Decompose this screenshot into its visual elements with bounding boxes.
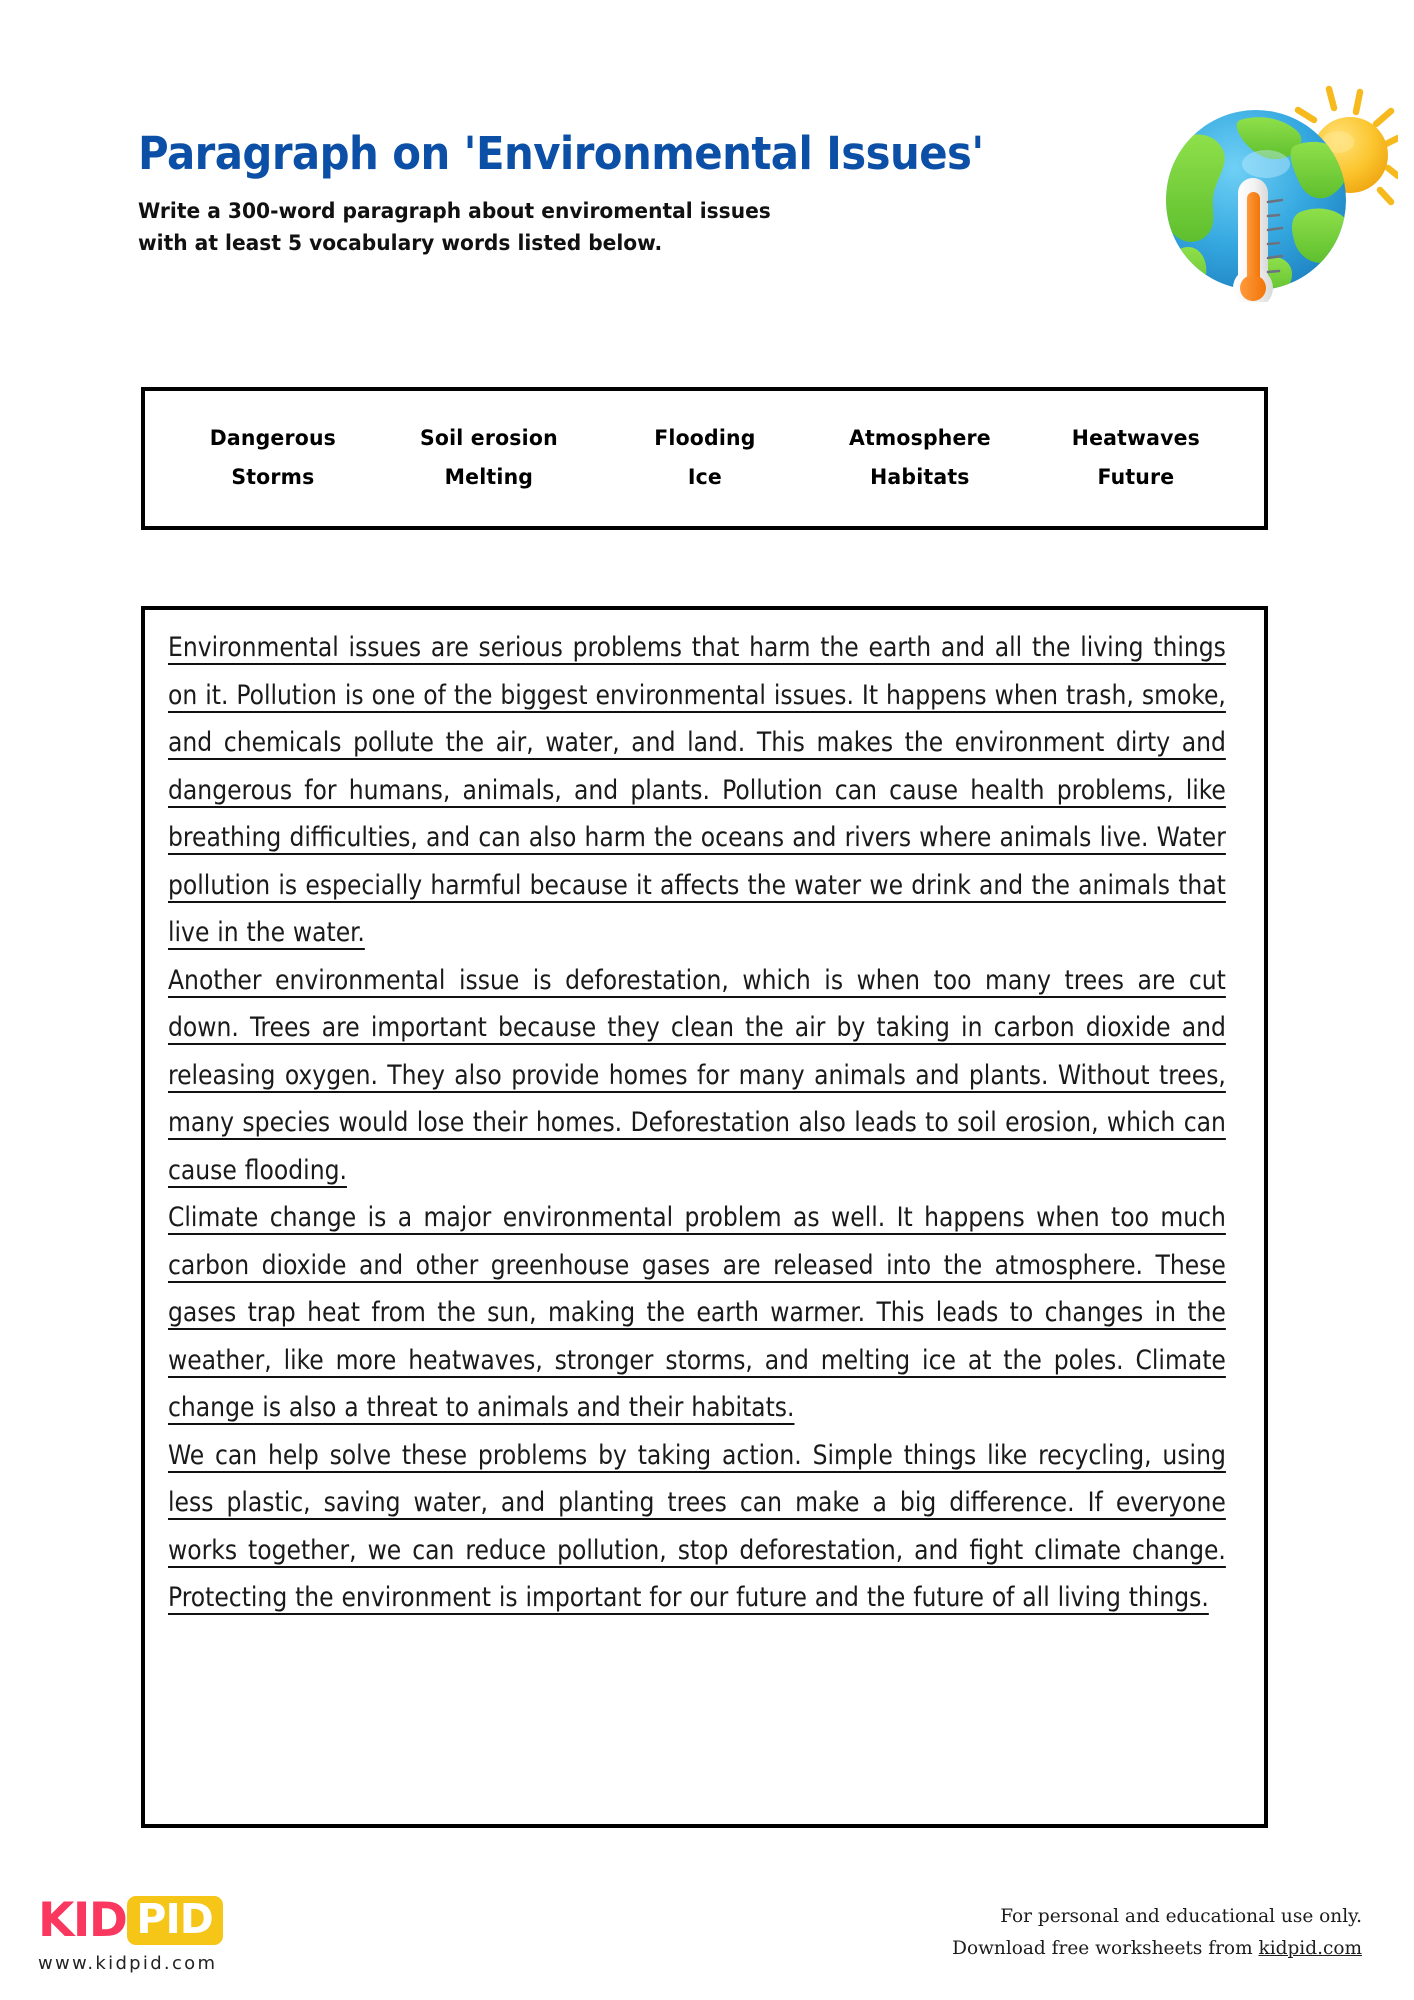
logo-wordmark: [38, 1893, 308, 1947]
answer-paragraph: Another environmental issue is deforestation, which is when too many trees are cut down. Trees are important because they clean the air by taking in carbon dioxide and releasing oxygen. They also provide homes for many animals and plants. Without trees, many species would lose their homes. Deforestation also leads to soil erosion, which can cause flooding.: [168, 964, 1226, 1186]
earth-globe-thermometer-sun-icon: [1148, 72, 1398, 302]
vocabulary-row: [165, 426, 1244, 451]
answer-paragraph: We can help solve these problems by taking action. Simple things like recycling, using less plastic, saving water, and planting trees can make a big difference. If everyone works together, we can reduce pollution, stop deforestation, and fight climate change. Protecting the environment is important for our future and the future of all living things.: [168, 1439, 1226, 1613]
kidpid-link[interactable]: kidpid.com: [1258, 1938, 1362, 1960]
answer-paragraph: Climate change is a major environmental problem as well. It happens when too much carbon dioxide and other greenhouse gases are released into the atmosphere. These gases trap heat from the sun, making the earth warmer. This leads to changes in the weather, like more heatwaves, stronger storms, and melting ice at the poles. Climate change is also a threat to animals and their habitats.: [168, 1202, 1226, 1423]
page-title: Paragraph on 'Environmental Issues': [138, 127, 984, 180]
vocabulary-word: Flooding: [653, 425, 756, 451]
logo-website-url: www.kidpid.com: [38, 1953, 218, 1974]
footer-note: [952, 1901, 1362, 1966]
vocabulary-word: Soil erosion: [419, 425, 558, 451]
vocabulary-word: Habitats: [870, 464, 971, 490]
footer-note-line-1: For personal and educational use only.: [1000, 1906, 1362, 1927]
vocabulary-box: [141, 387, 1268, 530]
logo-pid-text: PID: [136, 1894, 213, 1943]
vocabulary-word: Dangerous: [209, 425, 337, 451]
vocabulary-row: [165, 465, 1244, 490]
kidpid-logo[interactable]: [38, 1893, 308, 1974]
vocabulary-word: Heatwaves: [1071, 425, 1201, 451]
logo-kid-text: KID: [38, 1892, 127, 1948]
answer-paragraph: Environmental issues are serious problems that harm the earth and all the living things on it. Pollution is one of the biggest environmental issues. It happens when trash, smoke, and chemicals pollute the air, water, and land. This makes the environment dirty and dangerous for humans, animals, and plants. Pollution can cause health problems, like breathing difficulties, and can also harm the oceans and rivers where animals live. Water pollution is especially harmful because it affects the water we drink and the animals that live in the water.: [168, 632, 1226, 948]
vocabulary-grid: [145, 391, 1264, 526]
worksheet-header: [138, 127, 1138, 261]
instruction-line-1: Write a 300-word paragraph about enviromental issues: [138, 198, 771, 224]
footer-note-line-2: [952, 1933, 1362, 1965]
footer-note-prefix: Download free worksheets from: [952, 1938, 1259, 1960]
logo-pid-badge: [127, 1896, 222, 1945]
vocabulary-word: Ice: [687, 464, 722, 490]
answer-box[interactable]: [141, 606, 1268, 1828]
vocabulary-word: Melting: [444, 464, 533, 490]
vocabulary-word: Atmosphere: [849, 425, 992, 451]
instruction-line-2: with at least 5 vocabulary words listed below.: [138, 231, 663, 257]
vocabulary-word: Future: [1097, 464, 1175, 490]
worksheet-instructions: [138, 196, 1078, 261]
vocabulary-word: Storms: [231, 464, 315, 490]
